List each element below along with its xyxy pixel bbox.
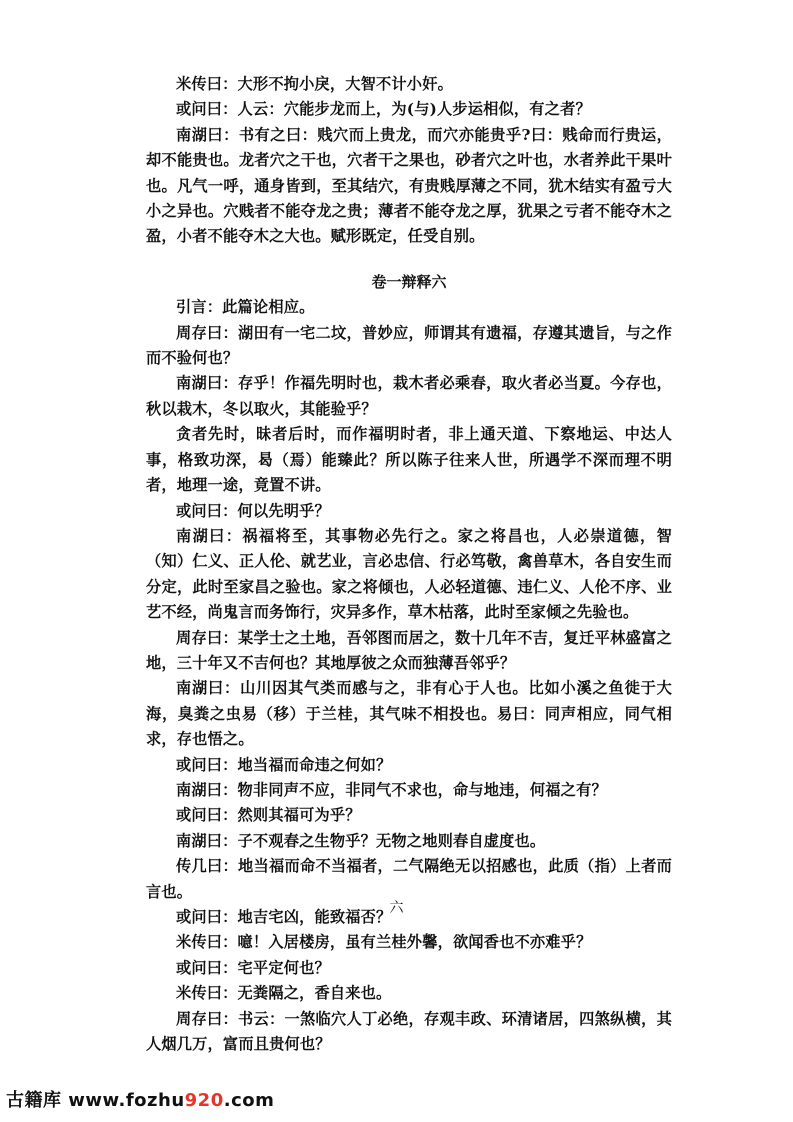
dialogue-paragraph: 周存曰：某学士之土地，吾邻图而居之，数十几年不吉，复迁平林盛富之地，三十年又不吉何也？其地厚彼之众而独薄吾邻乎？ [146, 628, 672, 672]
dialogue-paragraph: 南湖曰：存乎！作福先明时也，栽木者必乘春，取火者必当夏。今存也，秋以栽木，冬以取火，其能验乎？ [146, 374, 672, 418]
dialogue-paragraph: 或问曰：地当福而命违之何如？ [176, 755, 392, 774]
watermark-accent: 920 [184, 1090, 224, 1111]
dialogue-paragraph: 米传曰：噫！入居楼房，虽有兰桂外馨，欲闻香也不亦难乎？ [176, 933, 592, 952]
site-watermark[interactable] [6, 1086, 274, 1112]
dialogue-paragraph: 南湖曰：祸福将至，其事物必先行之。家之将昌也，人必崇道德，智（知）仁义、正人伦、就艺业，言必忠信、行必笃敬，禽兽草木，各自安生而分定，此时至家昌之验也。家之将倾也，人必轻道德、违仁义、人伦不序、业艺不经，尚鬼言而务饰行，灾异多作，草木枯落，此时至家倾之先验也。 [146, 526, 672, 622]
dialogue-paragraph: 南湖曰：子不观春之生物乎？无物之地则春自虚度也。 [176, 831, 546, 850]
watermark-prefix: 古籍库 www.fozhu [6, 1090, 185, 1111]
dialogue-paragraph: 或问曰：宅平定何也？ [176, 958, 330, 977]
page-number: 六 [389, 900, 404, 916]
dialogue-paragraph: 或问曰：然则其福可为乎？ [176, 806, 361, 825]
paragraph-2: 或问曰：人云：穴能步龙而上，为(与)人步运相似，有之者？ [176, 100, 591, 119]
dialogue-paragraph: 周存曰：书云：一煞临穴人丁必绝，存观丰政、环清诸居，四煞纵横，其人烟几万，富而且贵何也？ [146, 1009, 672, 1054]
dialogue-paragraph: 贪者先时，昧者后时，而作福明时者，非上通天道、下察地运、中达人事，格致功深，曷（焉）能臻此？所以陈子往来人世，所遇学不深而理不明者，地理一途，竟置不讲。 [146, 425, 672, 495]
dialogue-paragraph: 南湖曰：物非同声不应，非同气不求也，命与地违，何福之有？ [176, 780, 607, 799]
dialogue-paragraph: 南湖曰：山川因其气类而感与之，非有心于人也。比如小溪之鱼徙于大海，臭粪之虫易（移）于兰桂，其气味不相投也。易曰：同声相应，同气相求，存也悟之。 [146, 679, 672, 749]
paragraph-3: 南湖曰：书有之曰：贱穴而上贵龙，而穴亦能贵乎?曰：贱命而行贵运，却不能贵也。龙者穴之干也，穴者干之果也，砂者穴之叶也，水者养此干果叶也。凡气一呼，通身皆到，至其结穴，有贵贱厚薄之不同，犹木结实有盈亏大小之异也。穴贱者不能夺龙之贵；薄者不能夺龙之厚，犹果之亏者不能夺木之盈，小者不能夺木之大也。赋形既定，任受自别。 [146, 125, 672, 246]
section-title: 卷一辩释六 [371, 272, 447, 291]
dialogue-paragraph: 或问曰：地吉宅凶，能致福否？ [176, 908, 392, 926]
dialogue-paragraph: 米传曰：无粪隔之，香自来也。 [176, 984, 392, 1003]
dialogue-paragraph: 传几曰：地当福而命不当福者，二气隔绝无以招感也，此质（指）上者而言也。 [146, 857, 672, 901]
dialogue-paragraph: 或问曰：何以先明乎？ [176, 501, 330, 520]
paragraph-1: 米传曰：大形不拘小戾，大智不计小奸。 [176, 75, 453, 93]
dialogue-paragraph: 周存曰：湖田有一宅二坟，普妙应，师谓其有遗福，存遵其遗旨，与之作而不验何也？ [146, 323, 672, 368]
watermark-suffix: .com [223, 1090, 275, 1111]
intro-paragraph: 引言：此篇论相应。 [176, 298, 315, 317]
